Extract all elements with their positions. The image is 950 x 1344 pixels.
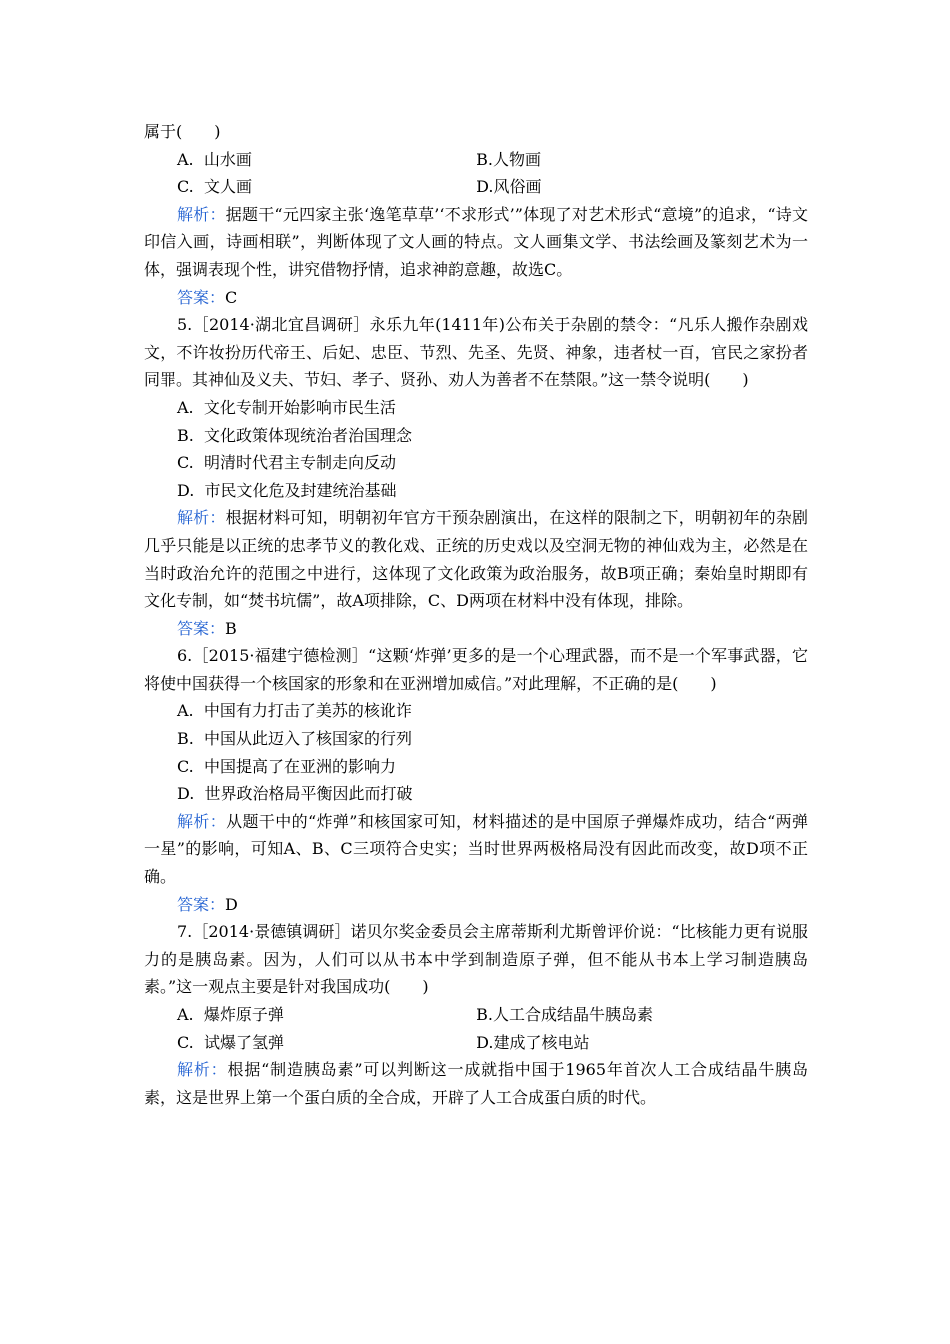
q5-answer: 答案：B bbox=[177, 618, 237, 638]
q5-stem: 5.［2014·湖北宜昌调研］永乐九年(1411年)公布关于杂剧的禁令：“凡乐人搬作杂剧戏文，不许妆扮历代帝王、后妃、忠臣、节烈、先圣、先贤、神象，违者杖一百，官民之家扮者同罪。其神仙及义夫、节妇、孝子、贤孙、劝人为善者不在禁限。”这一禁令说明( ) bbox=[144, 315, 808, 390]
q4-option-b: B.人物画 bbox=[476, 149, 542, 169]
document-page bbox=[144, 118, 808, 1111]
q7-options-row-2 bbox=[144, 1029, 808, 1057]
q5-option-d: D. 市民文化危及封建统治基础 bbox=[177, 480, 397, 500]
q6-option-c: C. 中国提高了在亚洲的影响力 bbox=[177, 756, 396, 776]
q7-option-b: B.人工合成结晶牛胰岛素 bbox=[476, 1005, 654, 1024]
q4-answer: 答案：C bbox=[177, 287, 238, 307]
q5-option-a: A. 文化专制开始影响市民生活 bbox=[177, 397, 396, 417]
q7-analysis: 解析：根据“制造胰岛素”可以判断这一成就指中国于1965年首次人工合成结晶牛胰岛素，这是世界上第一个蛋白质的全合成，开辟了人工合成蛋白质的时代。 bbox=[144, 1060, 808, 1107]
q4-option-c: C. 文人画 bbox=[177, 177, 252, 197]
q6-answer: 答案：D bbox=[177, 894, 238, 914]
q6-analysis: 解析：从题干中的“炸弹”和核国家可知，材料描述的是中国原子弹爆炸成功，结合“两弹一星”的影响，可知A、B、C三项符合史实；当时世界两极格局没有因此而改变，故D项不正确。 bbox=[144, 811, 808, 887]
q7-options-row-1 bbox=[144, 1001, 808, 1029]
q7-stem: 7.［2014·景德镇调研］诺贝尔奖金委员会主席蒂斯利尤斯曾评价说：“比核能力更有说服力的是胰岛素。因为，人们可以从书本中学到制造原子弹，但不能从书本上学习制造胰岛素。”这一观点主要是针对我国成功( ) bbox=[144, 922, 808, 997]
q5-option-c: C. 明清时代君主专制走向反动 bbox=[177, 453, 396, 473]
q7-option-c: C. 试爆了氢弹 bbox=[177, 1032, 284, 1052]
q6-stem: 6.［2015·福建宁德检测］“这颗‘炸弹’更多的是一个心理武器，而不是一个军事武器，它将使中国获得一个核国家的形象和在亚洲增加威信。”对此理解，不正确的是( ) bbox=[144, 646, 808, 693]
q6-option-d: D. 世界政治格局平衡因此而打破 bbox=[177, 784, 413, 804]
q6-option-b: B. 中国从此迈入了核国家的行列 bbox=[177, 729, 413, 749]
q4-stem-tail: 属于( ) bbox=[144, 122, 221, 141]
q4-analysis: 解析：据题干“元四家主张‘逸笔草草’‘不求形式’”体现了对艺术形式“意境”的追求，“诗文印信入画，诗画相联”，判断体现了文人画的特点。文人画集文学、书法绘画及篆刻艺术为一体，强调表现个性，讲究借物抒情，追求神韵意趣，故选C。 bbox=[144, 204, 808, 279]
q4-option-a: A. 山水画 bbox=[177, 149, 252, 169]
q5-option-b: B. 文化政策体现统治者治国理念 bbox=[177, 425, 413, 445]
q4-options-row-2 bbox=[144, 173, 808, 201]
q7-option-a: A. 爆炸原子弹 bbox=[177, 1005, 284, 1024]
q4-options-row-1 bbox=[144, 146, 808, 174]
q6-option-a: A. 中国有力打击了美苏的核讹诈 bbox=[177, 701, 412, 721]
q5-analysis: 解析：根据材料可知，明朝初年官方干预杂剧演出，在这样的限制之下，明朝初年的杂剧几乎只能是以正统的忠孝节义的教化戏、正统的历史戏以及空洞无物的神仙戏为主，必然是在当时政治允许的范围之中进行，这体现了文化政策为政治服务，故B项正确；秦始皇时期即有文化专制，如“焚书坑儒”，故A项排除，C、D两项在材料中没有体现，排除。 bbox=[144, 508, 808, 611]
q4-option-d: D.风俗画 bbox=[476, 177, 542, 197]
q7-option-d: D.建成了核电站 bbox=[476, 1032, 590, 1052]
